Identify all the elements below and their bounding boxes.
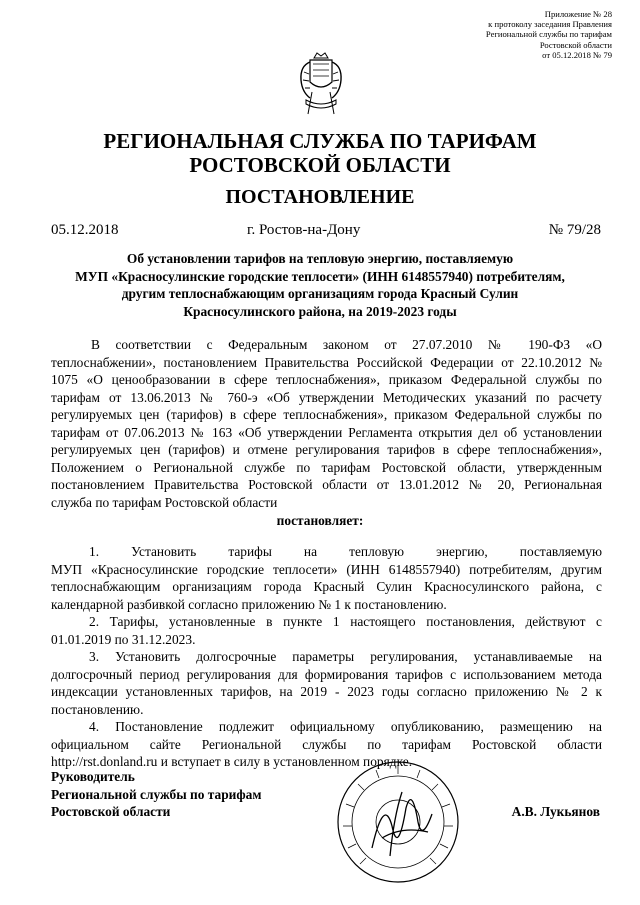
document-meta <box>51 222 601 240</box>
preamble-line: постановлением Правительства Ростовской области от 13.01.2012 № 20, Региональная <box>51 477 602 492</box>
clause-line: 1. Установить тарифы на тепловую энергию, поставляемую <box>89 544 602 559</box>
clause-line: 3. Установить долгосрочные параметры регулирования, устанавливаемые на <box>89 649 602 664</box>
preamble-line: служба по тарифам Ростовской области <box>51 494 278 510</box>
clause-line: официальном сайте Региональной службы по тарифам Ростовской области <box>51 736 602 752</box>
appendix-line: Ростовской области <box>539 39 612 50</box>
subject-line: Об установлении тарифов на тепловую энергию, поставляемую <box>126 251 514 266</box>
org-line: РЕГИОНАЛЬНАЯ СЛУЖБА ПО ТАРИФАМ <box>103 129 537 153</box>
preamble-line: тарифам от 07.06.2013 № 163 «Об утверждении Регламента открытия дел об установлении <box>51 424 602 440</box>
preamble-line: регулируемых цен (тарифов) и отмене регулирования тарифов в сфере теплоснабжения», <box>51 442 602 457</box>
clause-line: http://rst.donland.ru и вступает в силу в установленном порядке. <box>51 754 413 769</box>
clause-line: 4. Постановление подлежит официальному опубликованию, размещению на <box>89 719 602 734</box>
document-date: 05.12.2018 <box>51 222 119 238</box>
coat-of-arms-icon <box>296 52 346 116</box>
clauses-list <box>51 543 602 771</box>
preamble-paragraph <box>51 336 602 511</box>
preamble-line: В соответствии с Федеральным законом от 27.07.2010 № 190-ФЗ «О <box>91 337 602 352</box>
appendix-line: от 05.12.2018 № 79 <box>542 49 612 60</box>
clause-line: долгосрочный период регулирования для формирования тарифов с использованием метода <box>51 666 602 682</box>
preamble-line: тарифам от 13.06.2013 № 760-э «Об утверждении Методических указаний по расчету <box>51 389 602 405</box>
preamble-line: теплоснабжении», постановлением Правительства Российской Федерации от 22.10.2012 № <box>51 354 602 370</box>
preamble-line: регулируемых цен (тарифов) в сфере теплоснабжения», приказом Федеральной службы по <box>51 407 602 422</box>
clause-line: МУП «Красносулинские городские теплосети» (ИНН 6148557940) потребителям, другим <box>51 561 602 577</box>
signatory-title-line: Региональной службы по тарифам <box>51 786 262 802</box>
org-line: РОСТОВСКОЙ ОБЛАСТИ <box>189 153 451 177</box>
clause-line: 2. Тарифы, установленные в пункте 1 настоящего постановления, действуют с <box>89 614 602 629</box>
clause-line: индексации установленных тарифов, на 2019 - 2023 годы согласно приложению № 2 к <box>51 684 602 699</box>
signatory-name: А.В. Лукьянов <box>511 804 600 819</box>
preamble-line: Положением о Региональной службе по тарифам Ростовской области, утвержденным <box>51 459 602 475</box>
subject-line: МУП «Красносулинские городские теплосети» (ИНН 6148557940) потребителям, <box>75 268 565 284</box>
organization-name <box>0 129 640 177</box>
document-type: ПОСТАНОВЛЕНИЕ <box>225 186 415 208</box>
document-subject <box>40 250 600 320</box>
preamble-line: 1075 «О ценообразовании в сфере теплоснабжения», приказом Федеральной службы по <box>51 372 602 387</box>
signatory-title-line: Руководитель <box>51 769 135 784</box>
clause-line: календарной разбивкой согласно приложению № 1 к постановлению. <box>51 596 447 612</box>
clause-line: теплоснабжающим организациям города Красный Сулин Красносулинского района, с <box>51 579 602 594</box>
appendix-line: к протоколу заседания Правления <box>488 19 612 30</box>
clause-line: постановлению. <box>51 701 144 717</box>
appendix-line: Региональной службы по тарифам <box>485 29 612 40</box>
subject-line: Красносулинского района, на 2019-2023 годы <box>183 303 457 319</box>
subject-line: другим теплоснабжающим организациям города Красный Сулин <box>121 286 519 301</box>
appendix-note <box>486 9 612 60</box>
document-city: г. Ростов-на-Дону <box>247 222 361 238</box>
decree-word: постановляет: <box>276 513 364 528</box>
official-seal-icon <box>332 756 464 886</box>
clause-line: 01.01.2019 по 31.12.2023. <box>51 631 196 647</box>
document-number: № 79/28 <box>548 222 601 238</box>
signatory-title-line: Ростовской области <box>51 804 171 819</box>
appendix-line: Приложение № 28 <box>544 9 612 19</box>
signatory-title <box>51 768 261 821</box>
